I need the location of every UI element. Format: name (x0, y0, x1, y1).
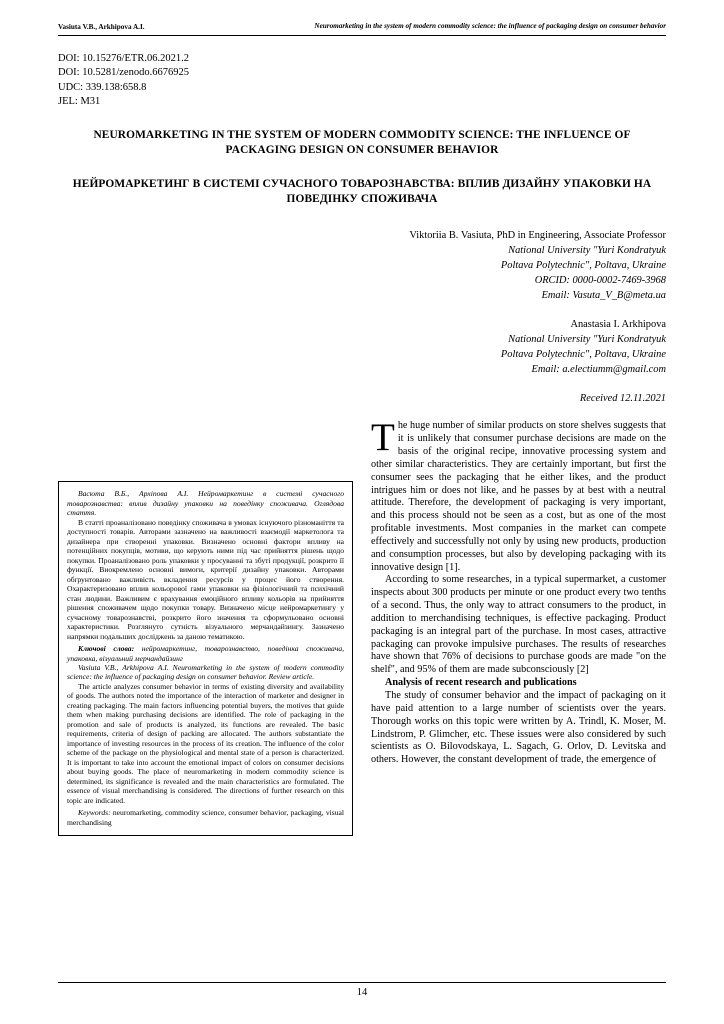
author-affiliation-line1: National University "Yuri Kondratyuk (508, 244, 666, 256)
page-number: 14 (356, 987, 368, 998)
abstract-en-keywords (67, 808, 344, 827)
drop-cap: T (371, 416, 395, 460)
doi-etr: DOI: 10.15276/ETR.06.2021.2 (58, 53, 189, 64)
paragraph-3: The study of consumer behavior and the impact of packaging on it have paid attention to a large number of scientists over the years. Thorough works on this topic were written by A. Trindl, K. Moser, M. Lindstrom, P. Glimcher, etc. These issues were also considered by such scientists as O. Bilovodskaya, L. Sagach, G. Orlov, D. Levitska and others. However, the constant development of trade, the emergence of (371, 690, 666, 766)
keywords-label-en: Keywords: (78, 808, 111, 818)
author-entry (58, 228, 666, 303)
abstract-uk-keywords (67, 644, 344, 663)
author-name: Viktoriia B. Vasiuta, PhD in Engineering, Associate Professor (409, 229, 666, 241)
doi-zenodo: DOI: 10.5281/zenodo.6676925 (58, 67, 189, 79)
abstract-en-text: The article analyzes consumer behavior in terms of existing diversity and availability of goods. The authors noted the importance of the interaction of marketer and designer in creating packaging. The main factors influencing potential buyers, the motives that guide them when making purchasing decisions are identified. The role of packaging in the promotion and sale of products is analyzed, its functions are revealed. The basic requirements, criteria of design of packing are allocated. The authors substantiate the importance of investing resources in the process of its creation. The influence of the color scheme of the package on the physiological and mental state of a person is characterized. It is important to take into account the emotional impact of colors on consumer decisions about buying goods. The place of neuromarketing in modern commodity science is determined, its significance is revealed and the main characteristics are formulated. The essence of visual merchandising is considered. The directions of further research on this topic are indicated. (67, 681, 344, 805)
abstract-box (58, 481, 353, 836)
intro-paragraph (371, 416, 666, 574)
udc-code: UDC: 339.138:658.8 (58, 81, 147, 93)
paragraph-2: According to some researches, in a typical supermarket, a customer inspects about 300 products per minute or one product every two tenths of a second. Thus, the only way to attract consumers to the product, in addition to merchandising techniques, is effective packaging. Product packaging is an integral part of the purchase. In most cases, attractive packaging can provoke impulsive purchases. The results of researches have shown that 76% of decisions to purchase goods are made "on the shelf", and 95% of them are made subconsciously [2] (371, 574, 666, 676)
body-columns (58, 416, 666, 836)
page-footer (58, 982, 666, 998)
author-affiliation-line1: National University "Yuri Kondratyuk (508, 333, 666, 345)
left-column (58, 420, 353, 836)
section-heading-analysis: Analysis of recent research and publications (385, 677, 577, 689)
author-affiliation-line2: Poltava Polytechnic", Poltava, Ukraine (500, 349, 666, 361)
keywords-en: neuromarketing, commodity science, consumer behavior, packaging, visual merchandising (67, 808, 344, 827)
received-date: Received 12.11.2021 (579, 393, 666, 405)
abstract-uk-text: В статті проаналізовано поведінку споживача в умовах існуючого різноманіття та доступності товарів. Авторами зазначено на важливості взаємодії маркетолога та дизайнера при створенні упаковки. Визначено основні фактори впливу на потенційних покупців, мотиви, що керують ними під час прийняття рішень щодо покупки. Проаналізовано роль упаковки у просуванні та збуті продукції, розкрито її функції. Виокремлено основні вимоги, критерії дизайну упаковки. Авторами обґрунтовано важливість вкладення ресурсів у процес його створення. Охарактеризовано вплив кольорової гами упаковки на фізіологічний та психічний стан людини. Важливим є врахування емоційного впливу кольорів на прийняття рішення споживачем щодо покупки товару. Визначено місце нейромаркетингу у сучасному товарознавстві, розкрито його значення та сформульовано основні характеристики. Розглянуто сутність візуального мерчандайзингу. Зазначено напрямки подальших досліджень за даною тематикою. (67, 517, 344, 641)
title-ukrainian: НЕЙРОМАРКЕТИНГ В СИСТЕМІ СУЧАСНОГО ТОВАРОЗНАВСТВА: ВПЛИВ ДИЗАЙНУ УПАКОВКИ НА ПОВЕДІНКУ СПОЖИВАЧА (72, 177, 652, 206)
author-email[interactable]: Email: a.electiumm@gmail.com (531, 364, 666, 376)
running-header-authors: Vasiuta V.B., Arkhipova A.I. (58, 23, 145, 31)
author-email[interactable]: Email: Vasuta_V_B@meta.ua (541, 289, 666, 301)
author-orcid: ORCID: 0000-0002-7469-3968 (534, 274, 666, 286)
right-column (371, 416, 666, 836)
intro-paragraph-text: he huge number of similar products on store shelves suggests that it is unlikely that consumer purchase decisions are made on the basis of the original recipe, innovative processing system and other similar characteristics. They are certainly important, but first the consumer sees the packaging that he either likes, and the product intrigues him or does not like, and he passes by at best with a neutral attitude. Therefore, the development of packaging is very important, and this process should not be seen as a cost, but as one of the most profitable investments. Most companies in the market can compete effectively and successfully not only by using new products, production and consumption processes, but also by developing packaging with its innovative design [1]. (371, 420, 666, 573)
main-body-text (371, 416, 666, 767)
author-affiliation-line2: Poltava Polytechnic", Poltava, Ukraine (500, 259, 666, 271)
jel-code: JEL: M31 (58, 96, 101, 108)
running-header (58, 22, 666, 36)
running-header-title: Neuromarketing in the system of modern commodity science: the influence of packaging design on consumer behavior (314, 22, 666, 30)
abstract-uk-citation: Васюта В.Б., Архіпова А.І. Нейромаркетинг в системі сучасного товарознавства: вплив дизайну упаковки на поведінку споживача. Оглядова стаття. (67, 489, 344, 518)
authors-block (58, 228, 666, 407)
title-english: NEUROMARKETING IN THE SYSTEM OF MODERN COMMODITY SCIENCE: THE INFLUENCE OF PACKAGING DESIGN ON CONSUMER BEHAVIOR (93, 128, 631, 157)
author-name: Anastasia I. Arkhipova (570, 318, 666, 330)
keywords-uk: нейромаркетинг, товарознавство, поведінка споживача, упаковка, візуальний мерчандайзинг (67, 644, 345, 663)
keywords-label-uk: Ключові слова: (78, 644, 135, 654)
author-entry (58, 317, 666, 377)
abstract-en-citation: Vasiuta V.B., Arkhipova A.I. Neuromarketing in the system of modern commodity science: the influence of packaging design on consumer behavior. Review article. (67, 663, 344, 682)
identifiers-block (58, 52, 666, 110)
